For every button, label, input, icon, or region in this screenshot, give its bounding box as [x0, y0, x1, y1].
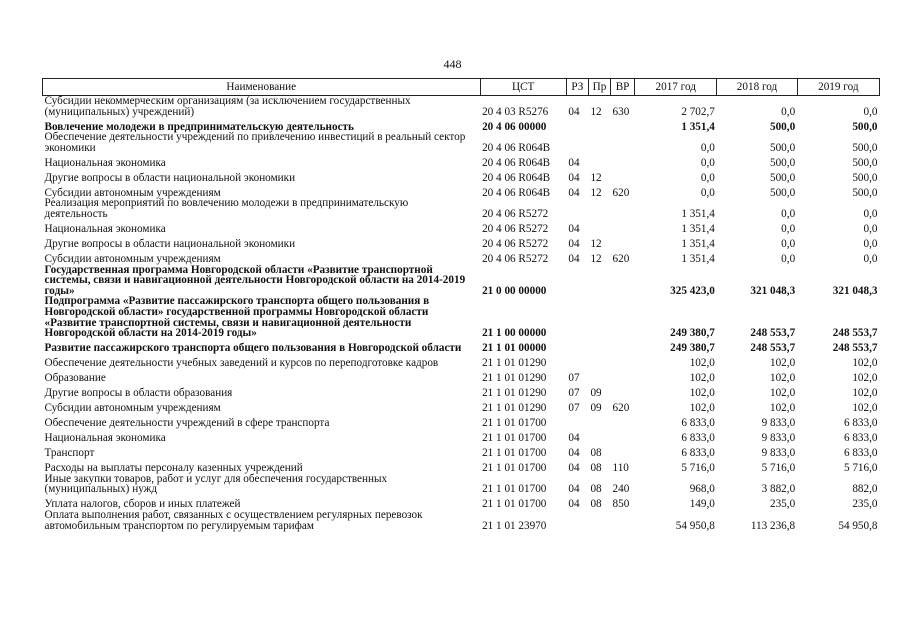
cell-2019: 500,0 [852, 171, 878, 184]
cell-name: Другие вопросы в области национальной экономики [44, 171, 296, 184]
cell-2019: 0,0 [863, 252, 878, 265]
cell-2018: 500,0 [769, 156, 796, 169]
cell-cst: 20 4 06 R064B [482, 186, 551, 199]
header-name: Наименование [43, 79, 481, 96]
cell-vr [611, 354, 635, 369]
cell-2018: 248 553,7 [750, 327, 796, 340]
header-vr: ВР [611, 79, 635, 96]
table-row [43, 168, 880, 183]
cell-name: Другие вопросы в области образования [44, 387, 233, 400]
budget-table [42, 78, 880, 531]
cell-2018: 102,0 [769, 372, 796, 385]
table-row [43, 132, 880, 153]
cell-2019: 500,0 [852, 141, 878, 154]
table-row [43, 384, 880, 399]
cell-2019: 0,0 [863, 237, 878, 250]
cell-rz: 04 [568, 432, 580, 445]
cell-name: Субсидии автономным учреждениям [44, 402, 221, 415]
cell-rz: 04 [568, 498, 580, 511]
cell-2017: 249 380,7 [670, 342, 715, 355]
cell-2018: 102,0 [769, 387, 796, 400]
cell-name: Другие вопросы в области национальной экономики [44, 237, 296, 250]
cell-2018: 0,0 [781, 105, 796, 118]
cell-vr [611, 339, 635, 354]
cell-rz: 04 [568, 222, 580, 235]
cell-cst: 21 1 01 23970 [482, 519, 547, 532]
cell-pr [588, 220, 610, 235]
cell-2019: 102,0 [852, 357, 878, 370]
cell-vr [611, 369, 635, 384]
cell-2019: 248 553,7 [832, 342, 878, 355]
cell-2017: 1 351,4 [681, 237, 715, 250]
cell-2017: 102,0 [689, 387, 715, 400]
cell-vr [611, 384, 635, 399]
cell-pr [588, 414, 610, 429]
cell-vr [611, 220, 635, 235]
table-row [43, 117, 880, 132]
cell-cst: 21 1 01 01700 [482, 432, 547, 445]
cell-2017: 6 833,0 [681, 432, 715, 445]
cell-rz: 04 [568, 252, 580, 265]
table-row [43, 474, 880, 495]
cell-2019: 882,0 [852, 483, 878, 496]
cell-2019: 500,0 [852, 186, 878, 199]
cell-2018: 3 882,0 [761, 483, 796, 496]
cell-2018: 500,0 [769, 186, 796, 199]
table-row [43, 198, 880, 219]
cell-2019: 0,0 [863, 222, 878, 235]
cell-pr [588, 153, 610, 168]
table-row [43, 339, 880, 354]
cell-vr [611, 153, 635, 168]
cell-pr: 08 [590, 498, 602, 511]
cell-rz: 04 [568, 462, 580, 475]
cell-2017: 0,0 [700, 141, 715, 154]
cell-name: Обеспечение деятельности учебных заведений и курсов по переподготовке кадров [44, 357, 439, 370]
cell-rz: 04 [568, 483, 580, 496]
cell-2018: 0,0 [781, 252, 796, 265]
page-number: 448 [443, 57, 462, 71]
cell-cst: 20 4 06 R5272 [482, 252, 549, 265]
cell-2019: 5 716,0 [843, 462, 878, 475]
cell-2018: 500,0 [769, 120, 796, 133]
cell-cst: 21 1 00 00000 [482, 327, 547, 340]
cell-name: Транспорт [44, 447, 95, 460]
cell-cst: 21 1 01 01700 [482, 498, 547, 511]
header-row [43, 79, 880, 96]
table-row [43, 399, 880, 414]
cell-2018: 500,0 [769, 141, 796, 154]
table-row [43, 183, 880, 198]
cell-pr: 08 [590, 462, 602, 475]
cell-2018: 9 833,0 [761, 432, 796, 445]
cell-2019: 248 553,7 [832, 327, 878, 340]
cell-2017: 102,0 [689, 402, 715, 415]
cell-pr [588, 132, 610, 153]
table-row [43, 220, 880, 235]
cell-vr: 850 [612, 498, 630, 511]
header-2017: 2017 год [635, 79, 717, 96]
cell-rz: 07 [568, 372, 580, 385]
cell-rz [566, 296, 588, 338]
table-row [43, 459, 880, 474]
cell-vr [611, 117, 635, 132]
cell-2019: 500,0 [852, 120, 878, 133]
cell-pr: 12 [590, 252, 602, 265]
cell-rz [566, 510, 588, 531]
cell-cst: 20 4 06 00000 [482, 120, 547, 133]
cell-2017: 968,0 [689, 483, 715, 496]
cell-2019: 102,0 [852, 402, 878, 415]
table-row [43, 414, 880, 429]
cell-cst: 21 1 01 01700 [482, 447, 547, 460]
cell-rz [566, 339, 588, 354]
cell-2019: 102,0 [852, 387, 878, 400]
table-row [43, 354, 880, 369]
cell-vr [611, 429, 635, 444]
cell-2017: 0,0 [700, 186, 715, 199]
cell-rz: 04 [568, 447, 580, 460]
cell-vr [611, 414, 635, 429]
cell-2019: 500,0 [852, 156, 878, 169]
cell-2019: 0,0 [863, 207, 878, 220]
cell-cst: 20 4 06 R064B [482, 141, 551, 154]
cell-cst: 21 1 01 01290 [482, 387, 547, 400]
cell-2018: 321 048,3 [750, 284, 796, 297]
cell-rz: 04 [568, 186, 580, 199]
cell-2017: 0,0 [700, 156, 715, 169]
cell-cst: 21 1 01 01290 [482, 372, 547, 385]
cell-pr [588, 296, 610, 338]
cell-pr: 08 [590, 483, 602, 496]
cell-2017: 102,0 [689, 357, 715, 370]
header-cst: ЦСТ [480, 79, 566, 96]
cell-2018: 0,0 [781, 222, 796, 235]
cell-pr: 12 [590, 186, 602, 199]
table-row [43, 429, 880, 444]
cell-cst: 20 4 06 R064B [482, 156, 551, 169]
cell-2018: 9 833,0 [761, 417, 796, 430]
cell-name: Субсидии некоммерческим организациям (за исключением государственных (муниципальных) учреждений) [44, 95, 411, 118]
cell-pr [588, 429, 610, 444]
cell-2018: 5 716,0 [761, 462, 796, 475]
cell-2017: 1 351,4 [681, 252, 715, 265]
cell-2018: 9 833,0 [761, 447, 796, 460]
cell-name: Национальная экономика [44, 156, 166, 169]
cell-pr: 09 [590, 402, 602, 415]
cell-2019: 102,0 [852, 372, 878, 385]
cell-vr [611, 132, 635, 153]
table-row [43, 296, 880, 338]
cell-pr [588, 354, 610, 369]
cell-2017: 6 833,0 [681, 417, 715, 430]
cell-rz [566, 354, 588, 369]
cell-name: Развитие пассажирского транспорта общего пользования в Новгородской области [44, 342, 462, 355]
cell-name: Оплата выполнения работ, связанных с осуществлением регулярных перевозок автомобильным транспортом по регулируемым тарифам [44, 508, 423, 532]
cell-pr [588, 265, 610, 297]
cell-vr: 110 [612, 462, 629, 475]
cell-cst: 21 1 01 01290 [482, 402, 547, 415]
cell-rz: 04 [568, 156, 580, 169]
header-pr: Пр [588, 79, 610, 96]
cell-rz: 04 [568, 171, 580, 184]
cell-2019: 6 833,0 [843, 447, 878, 460]
cell-vr [611, 265, 635, 297]
cell-2019: 6 833,0 [843, 432, 878, 445]
cell-2018: 0,0 [781, 237, 796, 250]
cell-name: Иные закупки товаров, работ и услуг для обеспечения государственных (муниципальных) нужд [44, 472, 388, 496]
cell-2017: 5 716,0 [681, 462, 715, 475]
cell-name: Расходы на выплаты персоналу казенных учреждений [44, 462, 303, 475]
table-row [43, 235, 880, 250]
cell-name: Вовлечение молодежи в предпринимательскую деятельность [44, 120, 354, 133]
cell-name: Обеспечение деятельности учреждений по привлечению инвестиций в реальный сектор экономики [44, 131, 466, 154]
cell-vr [611, 444, 635, 459]
cell-cst: 21 1 01 00000 [482, 342, 547, 355]
cell-name: Субсидии автономным учреждениям [44, 186, 221, 199]
cell-vr [611, 168, 635, 183]
cell-vr [611, 198, 635, 219]
cell-rz [566, 132, 588, 153]
cell-cst: 20 4 06 R5272 [482, 207, 549, 220]
cell-2017: 149,0 [689, 498, 715, 511]
cell-2017: 249 380,7 [670, 327, 715, 340]
cell-rz: 07 [568, 402, 580, 415]
cell-2018: 102,0 [769, 357, 796, 370]
cell-rz: 04 [568, 105, 580, 118]
cell-rz: 04 [568, 237, 580, 250]
cell-name: Обеспечение деятельности учреждений в сфере транспорта [44, 417, 330, 430]
cell-pr [588, 198, 610, 219]
cell-pr: 12 [590, 171, 602, 184]
cell-vr: 620 [612, 186, 630, 199]
cell-name: Подпрограмма «Развитие пассажирского транспорта общего пользования в Новгородской области» государственной программы Новгородской области «Развитие транспортной системы, связи и навигационной деятельности Новгородской области на 2014-2019 годы» [44, 295, 430, 340]
cell-vr: 620 [612, 252, 630, 265]
cell-2018: 248 553,7 [750, 342, 796, 355]
cell-rz: 07 [568, 387, 580, 400]
cell-vr: 620 [612, 402, 630, 415]
cell-cst: 20 4 06 R5272 [482, 222, 549, 235]
cell-2019: 6 833,0 [843, 417, 878, 430]
cell-rz [566, 198, 588, 219]
cell-rz [566, 414, 588, 429]
cell-2018: 0,0 [781, 207, 796, 220]
cell-pr: 12 [590, 105, 602, 118]
cell-vr [611, 235, 635, 250]
cell-pr [588, 339, 610, 354]
cell-rz [566, 117, 588, 132]
cell-name: Образование [44, 372, 106, 385]
cell-name: Национальная экономика [44, 432, 166, 445]
cell-2018: 102,0 [769, 402, 796, 415]
cell-cst: 21 0 00 00000 [482, 284, 547, 297]
cell-2019: 54 950,8 [838, 519, 878, 532]
cell-name: Субсидии автономным учреждениям [44, 252, 221, 265]
cell-2017: 1 351,4 [681, 222, 715, 235]
cell-name: Национальная экономика [44, 222, 166, 235]
table-row [43, 495, 880, 510]
cell-2019: 321 048,3 [832, 284, 878, 297]
table-row [43, 96, 880, 118]
cell-vr: 630 [612, 105, 630, 118]
table-row [43, 250, 880, 265]
cell-cst: 20 4 06 R5272 [482, 237, 549, 250]
cell-cst: 20 4 03 R5276 [482, 105, 549, 118]
header-rz: РЗ [566, 79, 588, 96]
cell-vr [611, 510, 635, 531]
cell-pr [588, 117, 610, 132]
cell-vr [611, 296, 635, 338]
cell-2019: 0,0 [863, 105, 878, 118]
header-2018: 2018 год [717, 79, 797, 96]
cell-2018: 113 236,8 [750, 519, 796, 532]
cell-name: Уплата налогов, сборов и иных платежей [44, 498, 241, 511]
cell-2018: 235,0 [769, 498, 796, 511]
cell-cst: 21 1 01 01290 [482, 357, 547, 370]
cell-2017: 2 702,7 [681, 105, 715, 118]
cell-cst: 21 1 01 01700 [482, 417, 547, 430]
cell-cst: 20 4 06 R064B [482, 171, 551, 184]
cell-2017: 1 351,4 [681, 120, 715, 133]
cell-pr [588, 510, 610, 531]
table-row [43, 265, 880, 297]
table-row [43, 369, 880, 384]
cell-name: Реализация мероприятий по вовлечению молодежи в предпринимательскую деятельность [44, 197, 409, 220]
table-row [43, 510, 880, 531]
cell-2017: 325 423,0 [670, 284, 715, 297]
cell-2018: 500,0 [769, 171, 796, 184]
header-2019: 2019 год [797, 79, 879, 96]
cell-rz [566, 265, 588, 297]
cell-pr: 09 [590, 387, 602, 400]
cell-pr: 12 [590, 237, 602, 250]
cell-cst: 21 1 01 01700 [482, 462, 547, 475]
cell-2017: 0,0 [700, 171, 715, 184]
cell-2017: 102,0 [689, 372, 715, 385]
cell-pr: 08 [590, 447, 602, 460]
table-row [43, 444, 880, 459]
cell-2019: 235,0 [852, 498, 878, 511]
cell-2017: 1 351,4 [681, 207, 715, 220]
cell-2017: 6 833,0 [681, 447, 715, 460]
cell-2017: 54 950,8 [675, 519, 715, 532]
cell-cst: 21 1 01 01700 [482, 483, 547, 496]
cell-pr [588, 369, 610, 384]
cell-name: Государственная программа Новгородской области «Развитие транспортной системы, связи и навигационной деятельности Новгородской области на 2014-2019 годы» [44, 263, 466, 297]
table-row [43, 153, 880, 168]
cell-vr: 240 [612, 483, 630, 496]
